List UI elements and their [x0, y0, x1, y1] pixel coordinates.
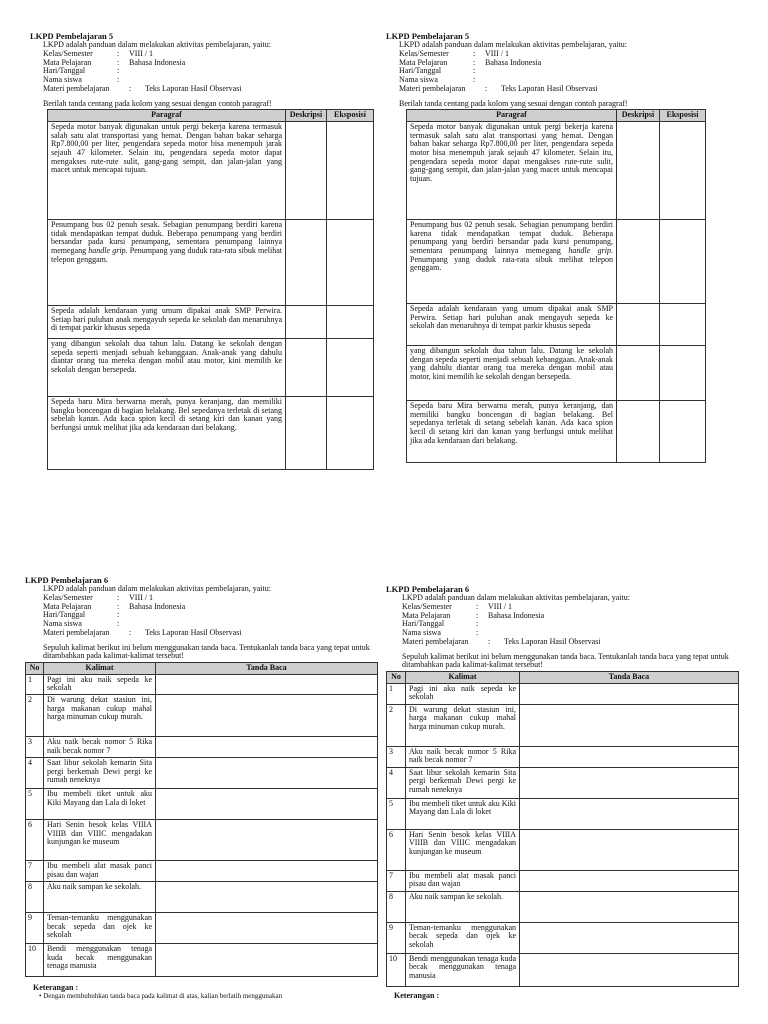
- header-paragraf: Paragraf: [48, 110, 286, 122]
- answer-cell[interactable]: [520, 953, 739, 986]
- sentence-cell: Saat libur sekolah kemarin Sita pergi berkemah Dewi pergi ke rumah neneknya: [406, 767, 520, 798]
- row-number: 8: [387, 891, 406, 922]
- worksheet-title: LKPD Pembelajaran 5: [30, 31, 114, 41]
- deskripsi-checkbox-cell[interactable]: [617, 304, 660, 346]
- meta-key: Nama siswa: [43, 619, 82, 629]
- answer-cell[interactable]: [520, 798, 739, 829]
- paragraph-cell: Penumpang bus 02 penuh sesak. Sebagian penumpang berdiri karena tidak mendapatkan tempat duduk. Beberapa penumpang yang berdiri bersandar pada kursi penumpang, sementara penumpang lainnya memegang handle grip. Penumpang yang duduk rata-rata sibuk melihat telepon genggam.: [407, 220, 617, 304]
- materi-row: [402, 638, 601, 647]
- meta-colon: :: [473, 66, 476, 76]
- deskripsi-checkbox-cell[interactable]: [617, 122, 660, 220]
- meta-value: VIII / 1: [129, 592, 153, 602]
- note-title: Keterangan :: [394, 990, 440, 1000]
- row-number: 3: [26, 736, 44, 757]
- paragraph-cell: Sepeda motor banyak digunakan untuk pergi bekerja karena termasuk salah satu alat transportasi yang hemat. Dengan bahan bakar seharga Rp7.800,00 per liter, pengendara sepeda motor bisa menempuh jarak sejauh 47 kilometer. Selain itu, pengendara sepeda motor dapat mengakses rute-rute sulit, gang-gang sempit, dan jalan-jalan yang macet untuk mencapai tujuan.: [407, 122, 617, 220]
- sentence-cell: Pagi ini aku naik sepeda ke sekolah: [406, 683, 520, 704]
- sentence-cell: Teman-temanku menggunakan becak sepeda dan ojek ke sekolah: [406, 922, 520, 953]
- header-paragraf: Paragraf: [407, 110, 617, 122]
- paragraph-cell: Sepeda adalah kendaraan yang umum dipakai anak SMP Perwira. Setiap hari puluhan anak mengayuh sepeda ke sekolah dan menaruhnya di tempat parkir khusus sepeda: [48, 306, 286, 339]
- eksposisi-checkbox-cell[interactable]: [327, 339, 374, 397]
- meta-key: Kelas/Semester: [43, 48, 93, 58]
- meta-key: Mata Pelajaran: [402, 610, 451, 620]
- eksposisi-checkbox-cell[interactable]: [660, 401, 706, 463]
- header-deskripsi: Deskripsi: [286, 110, 327, 122]
- meta-key: Hari/Tanggal: [43, 66, 86, 76]
- answer-cell[interactable]: [520, 704, 739, 746]
- sentence-cell: Bendi menggunakan tenaga kuda becak menggunakan tenaga manusia: [406, 953, 520, 986]
- meta-colon: :: [473, 48, 476, 58]
- meta-colon: :: [476, 619, 479, 629]
- sentence-cell: Pagi ini aku naik sepeda ke sekolah: [44, 674, 156, 694]
- eksposisi-checkbox-cell[interactable]: [660, 346, 706, 401]
- meta-colon: :: [476, 610, 479, 620]
- sentence-cell: Hari Senin besok kelas VIIIA VIIIB dan VIIIC mengadakan kunjungan ke museum: [44, 819, 156, 860]
- meta-key: Kelas/Semester: [43, 592, 93, 602]
- row-number: 5: [387, 798, 406, 829]
- worksheet-intro: LKPD adalah panduan dalam melakukan aktivitas pembelajaran, yaitu:: [402, 593, 630, 603]
- meta-value: [129, 67, 185, 76]
- sentence-cell: Teman-temanku menggunakan becak sepeda dan ojek ke sekolah: [44, 912, 156, 943]
- answer-cell[interactable]: [156, 943, 378, 976]
- worksheet-intro: LKPD adalah panduan dalam melakukan aktivitas pembelajaran, yaitu:: [43, 584, 271, 594]
- meta-colon: :: [473, 75, 476, 85]
- row-number: 2: [387, 704, 406, 746]
- row-number: 2: [26, 694, 44, 736]
- row-number: 8: [26, 881, 44, 912]
- answer-cell[interactable]: [156, 757, 378, 788]
- meta-key: Nama siswa: [43, 75, 82, 85]
- meta-key: Mata Pelajaran: [43, 601, 92, 611]
- meta-value: VIII / 1: [129, 48, 153, 58]
- sentence-cell: Ibu membeli alat masak panci pisau dan wajan: [44, 860, 156, 881]
- row-number: 9: [387, 922, 406, 953]
- deskripsi-checkbox-cell[interactable]: [286, 339, 327, 397]
- meta-key: Mata Pelajaran: [399, 57, 448, 67]
- paragraph-table: [47, 109, 374, 470]
- meta-table: [43, 50, 185, 85]
- header-kalimat: Kalimat: [406, 672, 520, 684]
- worksheet-lkpd5-left: [30, 32, 375, 470]
- meta-colon: :: [473, 57, 476, 67]
- meta-colon: :: [117, 592, 120, 602]
- note-bullet: • Dengan membubuhkan tanda baca pada kalimat di atas, kalian berlatih menggunakan: [39, 992, 283, 1000]
- meta-key: Hari/Tanggal: [402, 619, 445, 629]
- paragraph-cell: Sepeda baru Mira berwarna merah, punya keranjang, dan memiliki bangku boncengan di bagian belakang. Bel sepedanya terletak di setang sebelah kanan. Ada kaca spion kecil di setang kiri dan kanan yang berfungsi untuk melihat jika ada kendaraan dari belakang.: [48, 397, 286, 470]
- row-number: 10: [26, 943, 44, 976]
- answer-cell[interactable]: [520, 683, 739, 704]
- header-eksposisi: Eksposisi: [660, 110, 706, 122]
- header-no: No: [387, 672, 406, 684]
- meta-colon: :: [117, 601, 120, 611]
- eksposisi-checkbox-cell[interactable]: [660, 122, 706, 220]
- punctuation-table: [25, 662, 378, 977]
- meta-value: Bahasa Indonesia: [485, 57, 542, 67]
- meta-colon: :: [476, 601, 479, 611]
- meta-value: Bahasa Indonesia: [129, 57, 186, 67]
- meta-key: Kelas/Semester: [399, 48, 449, 58]
- meta-colon: :: [476, 628, 479, 638]
- sentence-cell: Bendi menggunakan tenaga kuda becak menggunakan tenaga manusia: [44, 943, 156, 976]
- deskripsi-checkbox-cell[interactable]: [286, 122, 327, 220]
- sentence-cell: Di warung dekat stasiun ini, harga makanan cukup mahal harga minuman cukup murah.: [406, 704, 520, 746]
- answer-cell[interactable]: [520, 891, 739, 922]
- row-number: 7: [387, 870, 406, 891]
- deskripsi-checkbox-cell[interactable]: [286, 306, 327, 339]
- worksheet-lkpd5-right: [386, 32, 731, 463]
- row-number: 4: [387, 767, 406, 798]
- meta-key: Materi pembelajaran: [402, 636, 469, 646]
- paragraph-cell: Sepeda adalah kendaraan yang umum dipakai anak SMP Perwira. Setiap hari puluhan anak mengayuh sepeda ke sekolah dan menaruhnya di tempat parkir khusus sepeda: [407, 304, 617, 346]
- header-deskripsi: Deskripsi: [617, 110, 660, 122]
- instruction: Berilah tanda centang pada kolom yang sesuai dengan contoh paragraf!: [399, 98, 628, 108]
- answer-cell[interactable]: [156, 694, 378, 736]
- meta-value: Bahasa Indonesia: [488, 610, 545, 620]
- worksheet-intro: LKPD adalah panduan dalam melakukan aktivitas pembelajaran, yaitu:: [43, 40, 271, 50]
- header-eksposisi: Eksposisi: [327, 110, 374, 122]
- sentence-cell: Hari Senin besok kelas VIIIA VIIIB dan VIIIC mengadakan kunjungan ke museum: [406, 829, 520, 870]
- paragraph-cell: Sepeda motor banyak digunakan untuk pergi bekerja karena termasuk salah satu alat transportasi yang hemat. Dengan bahan bakar seharga Rp7.800,00 per liter, pengendara sepeda motor bisa menempuh jarak sejauh 47 kilometer. Selain itu, pengendara sepeda motor dapat mengakses rute-rute sulit, gang-gang sempit, dan jalan-jalan yang macet untuk mencapai tujuan.: [48, 122, 286, 220]
- meta-table: [399, 50, 541, 85]
- deskripsi-checkbox-cell[interactable]: [286, 220, 327, 306]
- deskripsi-checkbox-cell[interactable]: [286, 397, 327, 470]
- sentence-cell: Aku naik sampan ke sekolah.: [406, 891, 520, 922]
- row-number: 1: [26, 674, 44, 694]
- paragraph-table: [406, 109, 706, 463]
- meta-colon: :: [129, 627, 132, 637]
- meta-key: Kelas/Semester: [402, 601, 452, 611]
- note-title: Keterangan :: [33, 982, 79, 992]
- meta-key: Materi pembelajaran: [43, 83, 110, 93]
- answer-cell[interactable]: [156, 788, 378, 819]
- instruction: Sepuluh kalimat berikut ini belum menggunakan tanda baca. Tentukanlah tanda baca yang tepat untuk ditambahkan pada kalimat-kalimat tersebut!: [402, 651, 729, 670]
- answer-cell[interactable]: [520, 829, 739, 870]
- meta-colon: :: [117, 619, 120, 629]
- eksposisi-checkbox-cell[interactable]: [660, 220, 706, 304]
- eksposisi-checkbox-cell[interactable]: [327, 220, 374, 306]
- row-number: 6: [387, 829, 406, 870]
- meta-colon: :: [117, 48, 120, 58]
- row-number: 4: [26, 757, 44, 788]
- deskripsi-checkbox-cell[interactable]: [617, 346, 660, 401]
- answer-cell[interactable]: [156, 819, 378, 860]
- meta-key: Hari/Tanggal: [43, 610, 86, 620]
- eksposisi-checkbox-cell[interactable]: [660, 304, 706, 346]
- deskripsi-checkbox-cell[interactable]: [617, 220, 660, 304]
- header-tanda-baca: Tanda Baca: [520, 672, 739, 684]
- meta-colon: :: [485, 83, 488, 93]
- answer-cell[interactable]: [156, 912, 378, 943]
- meta-value: [485, 67, 541, 76]
- header-tanda-baca: Tanda Baca: [156, 663, 378, 675]
- meta-key: Materi pembelajaran: [399, 83, 466, 93]
- row-number: 10: [387, 953, 406, 986]
- meta-key: Hari/Tanggal: [399, 66, 442, 76]
- row-number: 5: [26, 788, 44, 819]
- meta-value: Teks Laporan Hasil Observasi: [504, 636, 601, 646]
- sentence-cell: Di warung dekat stasiun ini, harga makanan cukup mahal harga minuman cukup murah.: [44, 694, 156, 736]
- instruction: Berilah tanda centang pada kolom yang sesuai dengan contoh paragraf!: [43, 98, 272, 108]
- header-no: No: [26, 663, 44, 675]
- materi-row: [43, 85, 242, 94]
- materi-row: [399, 85, 598, 94]
- materi-row: [43, 629, 242, 638]
- answer-cell[interactable]: [520, 767, 739, 798]
- row-number: 1: [387, 683, 406, 704]
- meta-value: [488, 620, 544, 629]
- meta-key: Nama siswa: [402, 628, 441, 638]
- row-number: 6: [26, 819, 44, 860]
- answer-cell[interactable]: [156, 736, 378, 757]
- sentence-cell: Ibu membeli tiket untuk aku Kiki Mayang dan Lala di loket: [406, 798, 520, 829]
- eksposisi-checkbox-cell[interactable]: [327, 397, 374, 470]
- meta-value: VIII / 1: [485, 48, 509, 58]
- eksposisi-checkbox-cell[interactable]: [327, 122, 374, 220]
- worksheet-intro: LKPD adalah panduan dalam melakukan aktivitas pembelajaran, yaitu:: [399, 40, 627, 50]
- deskripsi-checkbox-cell[interactable]: [617, 401, 660, 463]
- meta-colon: :: [117, 75, 120, 85]
- worksheet-lkpd6-right: [386, 585, 738, 1000]
- sentence-cell: Saat libur sekolah kemarin Sita pergi berkemah Dewi pergi ke rumah neneknya: [44, 757, 156, 788]
- meta-table: [402, 603, 544, 638]
- header-kalimat: Kalimat: [44, 663, 156, 675]
- eksposisi-checkbox-cell[interactable]: [327, 306, 374, 339]
- meta-value: Teks Laporan Hasil Observasi: [145, 627, 242, 637]
- meta-colon: :: [117, 66, 120, 76]
- meta-key: Nama siswa: [399, 75, 438, 85]
- row-number: 7: [26, 860, 44, 881]
- worksheet-title: LKPD Pembelajaran 6: [386, 584, 470, 594]
- paragraph-cell: yang dibangun sekolah dua tahun lalu. Datang ke sekolah dengan sepeda seperti menjadi sebuah kebanggaan. Anak-anak yang dahulu diantar orang tua mereka dengan mobil atau motor, kini memilih ke sekolah dengan bersepeda.: [48, 339, 286, 397]
- punctuation-table: [386, 671, 739, 987]
- meta-value: Teks Laporan Hasil Observasi: [145, 83, 242, 93]
- paragraph-cell: Sepeda baru Mira berwarna merah, punya keranjang, dan memiliki bangku boncengan di bagian belakang. Bel sepedanya terletak di setang sebelah kanan. Ada kaca spion kecil di setang kiri dan kanan yang berfungsi untuk melihat jika ada kendaraan dari belakang.: [407, 401, 617, 463]
- meta-colon: :: [129, 83, 132, 93]
- paragraph-cell: Penumpang bus 02 penuh sesak. Sebagian penumpang berdiri karena tidak mendapatkan tempat duduk. Beberapa penumpang yang berdiri bersandar pada kursi penumpang, sementara penumpang lainnya memegang handle grip. Penumpang yang duduk rata-rata sibuk melihat telepon genggam.: [48, 220, 286, 306]
- worksheet-title: LKPD Pembelajaran 5: [386, 31, 470, 41]
- answer-cell[interactable]: [520, 922, 739, 953]
- answer-cell[interactable]: [156, 881, 378, 912]
- row-number: 3: [387, 746, 406, 767]
- meta-colon: :: [488, 636, 491, 646]
- meta-value: Teks Laporan Hasil Observasi: [501, 83, 598, 93]
- worksheet-lkpd6-left: [25, 576, 377, 1000]
- worksheet-title: LKPD Pembelajaran 6: [25, 575, 109, 585]
- meta-value: Bahasa Indonesia: [129, 601, 186, 611]
- meta-value: [129, 611, 185, 620]
- meta-colon: :: [117, 610, 120, 620]
- answer-cell[interactable]: [520, 870, 739, 891]
- sentence-cell: Aku naik becak nomor 5 Rika naik becak nomor 7: [406, 746, 520, 767]
- note-text: Dengan membubuhkan tanda baca pada kalimat di atas, kalian berlatih menggunakan: [43, 992, 283, 1000]
- row-number: 9: [26, 912, 44, 943]
- meta-table: [43, 594, 185, 629]
- sentence-cell: Aku naik sampan ke sekolah.: [44, 881, 156, 912]
- meta-colon: :: [117, 57, 120, 67]
- sentence-cell: Aku naik becak nomor 5 Rika naik becak nomor 7: [44, 736, 156, 757]
- answer-cell[interactable]: [156, 860, 378, 881]
- sentence-cell: Ibu membeli alat masak panci pisau dan wajan: [406, 870, 520, 891]
- meta-key: Mata Pelajaran: [43, 57, 92, 67]
- answer-cell[interactable]: [156, 674, 378, 694]
- answer-cell[interactable]: [520, 746, 739, 767]
- meta-key: Materi pembelajaran: [43, 627, 110, 637]
- instruction: Sepuluh kalimat berikut ini belum menggunakan tanda baca. Tentukanlah tanda baca yang tepat untuk ditambahkan pada kalimat-kalimat tersebut!: [43, 642, 370, 661]
- sentence-cell: Ibu membeli tiket untuk aku Kiki Mayang dan Lala di loket: [44, 788, 156, 819]
- paragraph-cell: yang dibangun sekolah dua tahun lalu. Datang ke sekolah dengan sepeda seperti menjadi sebuah kebanggaan. Anak-anak yang dahulu diantar orang tua mereka dengan mobil atau motor, kini memilih ke sekolah dengan bersepeda.: [407, 346, 617, 401]
- meta-value: VIII / 1: [488, 601, 512, 611]
